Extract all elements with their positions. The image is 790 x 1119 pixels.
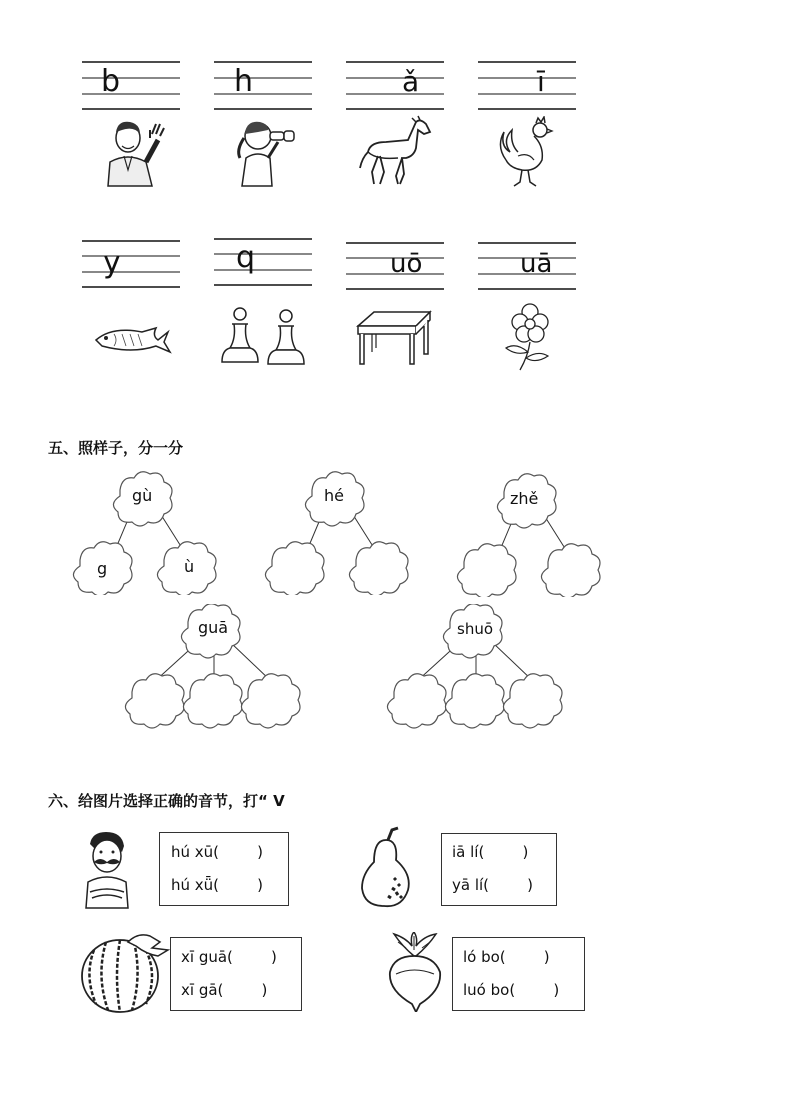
tree-top-syllable: gù [132, 486, 153, 505]
cloud-bubble [183, 674, 242, 728]
grid-letter: uā [520, 249, 553, 279]
choice-option[interactable]: yā lí( ) [452, 876, 534, 894]
cloud-bubble [457, 544, 516, 597]
choice-option[interactable]: hú xū( ) [171, 843, 264, 861]
grid-letter: y [103, 245, 121, 280]
cloud-bubble [445, 674, 504, 728]
cloud-bubble [387, 674, 446, 728]
grid-letter: uō [390, 249, 423, 279]
cloud-bubble [125, 674, 184, 728]
waving-man-icon [100, 116, 170, 188]
watermelon-icon [80, 930, 172, 1014]
man-with-mustache-icon [82, 830, 132, 910]
choice-option[interactable]: xī gā( ) [181, 981, 268, 999]
four-line-grid [214, 236, 312, 288]
flower-icon [502, 302, 558, 372]
choice-option[interactable]: ló bo( ) [463, 948, 550, 966]
tree-top-syllable: zhě [510, 489, 539, 508]
tree-top-syllable: shuō [457, 620, 494, 638]
rooster-icon [488, 116, 564, 188]
cloud-bubble [541, 544, 600, 597]
tree-top-syllable: hé [324, 486, 344, 505]
grid-letter: ǎ [402, 65, 420, 98]
grid-letter: ī [537, 65, 545, 98]
choice-option[interactable]: iā lí( ) [452, 843, 529, 861]
pear-icon [358, 826, 414, 910]
tree-top-syllable: guā [198, 618, 229, 637]
horse-icon [358, 114, 434, 188]
choice-option[interactable]: xī guā( ) [181, 948, 277, 966]
cloud-bubble [349, 542, 408, 595]
four-line-grid [478, 60, 576, 112]
tree-leaf: ù [184, 557, 195, 576]
girl-with-binoculars-icon [234, 114, 304, 188]
four-line-grid [346, 60, 444, 112]
grid-letter: q [236, 240, 256, 275]
grid-letter: h [234, 64, 254, 99]
section-5-heading: 五、照样子，分一分 [48, 439, 184, 457]
cloud-bubble [241, 674, 300, 728]
four-line-grid [214, 60, 312, 112]
choice-option[interactable]: luó bo( ) [463, 981, 560, 999]
chess-pieces-icon [216, 304, 312, 366]
four-line-grid [82, 60, 180, 112]
section-6-heading: 六、给图片选择正确的音节，打“ V [48, 792, 285, 810]
cloud-bubble [265, 542, 324, 595]
table-icon [356, 308, 432, 366]
radish-icon [384, 932, 446, 1012]
grid-letter: b [101, 64, 121, 99]
fish-icon [92, 320, 172, 360]
cloud-bubble [503, 674, 562, 728]
tree-leaf: g [97, 559, 108, 578]
choice-option[interactable]: hú xǖ( ) [171, 876, 264, 894]
four-line-grid [82, 238, 180, 290]
